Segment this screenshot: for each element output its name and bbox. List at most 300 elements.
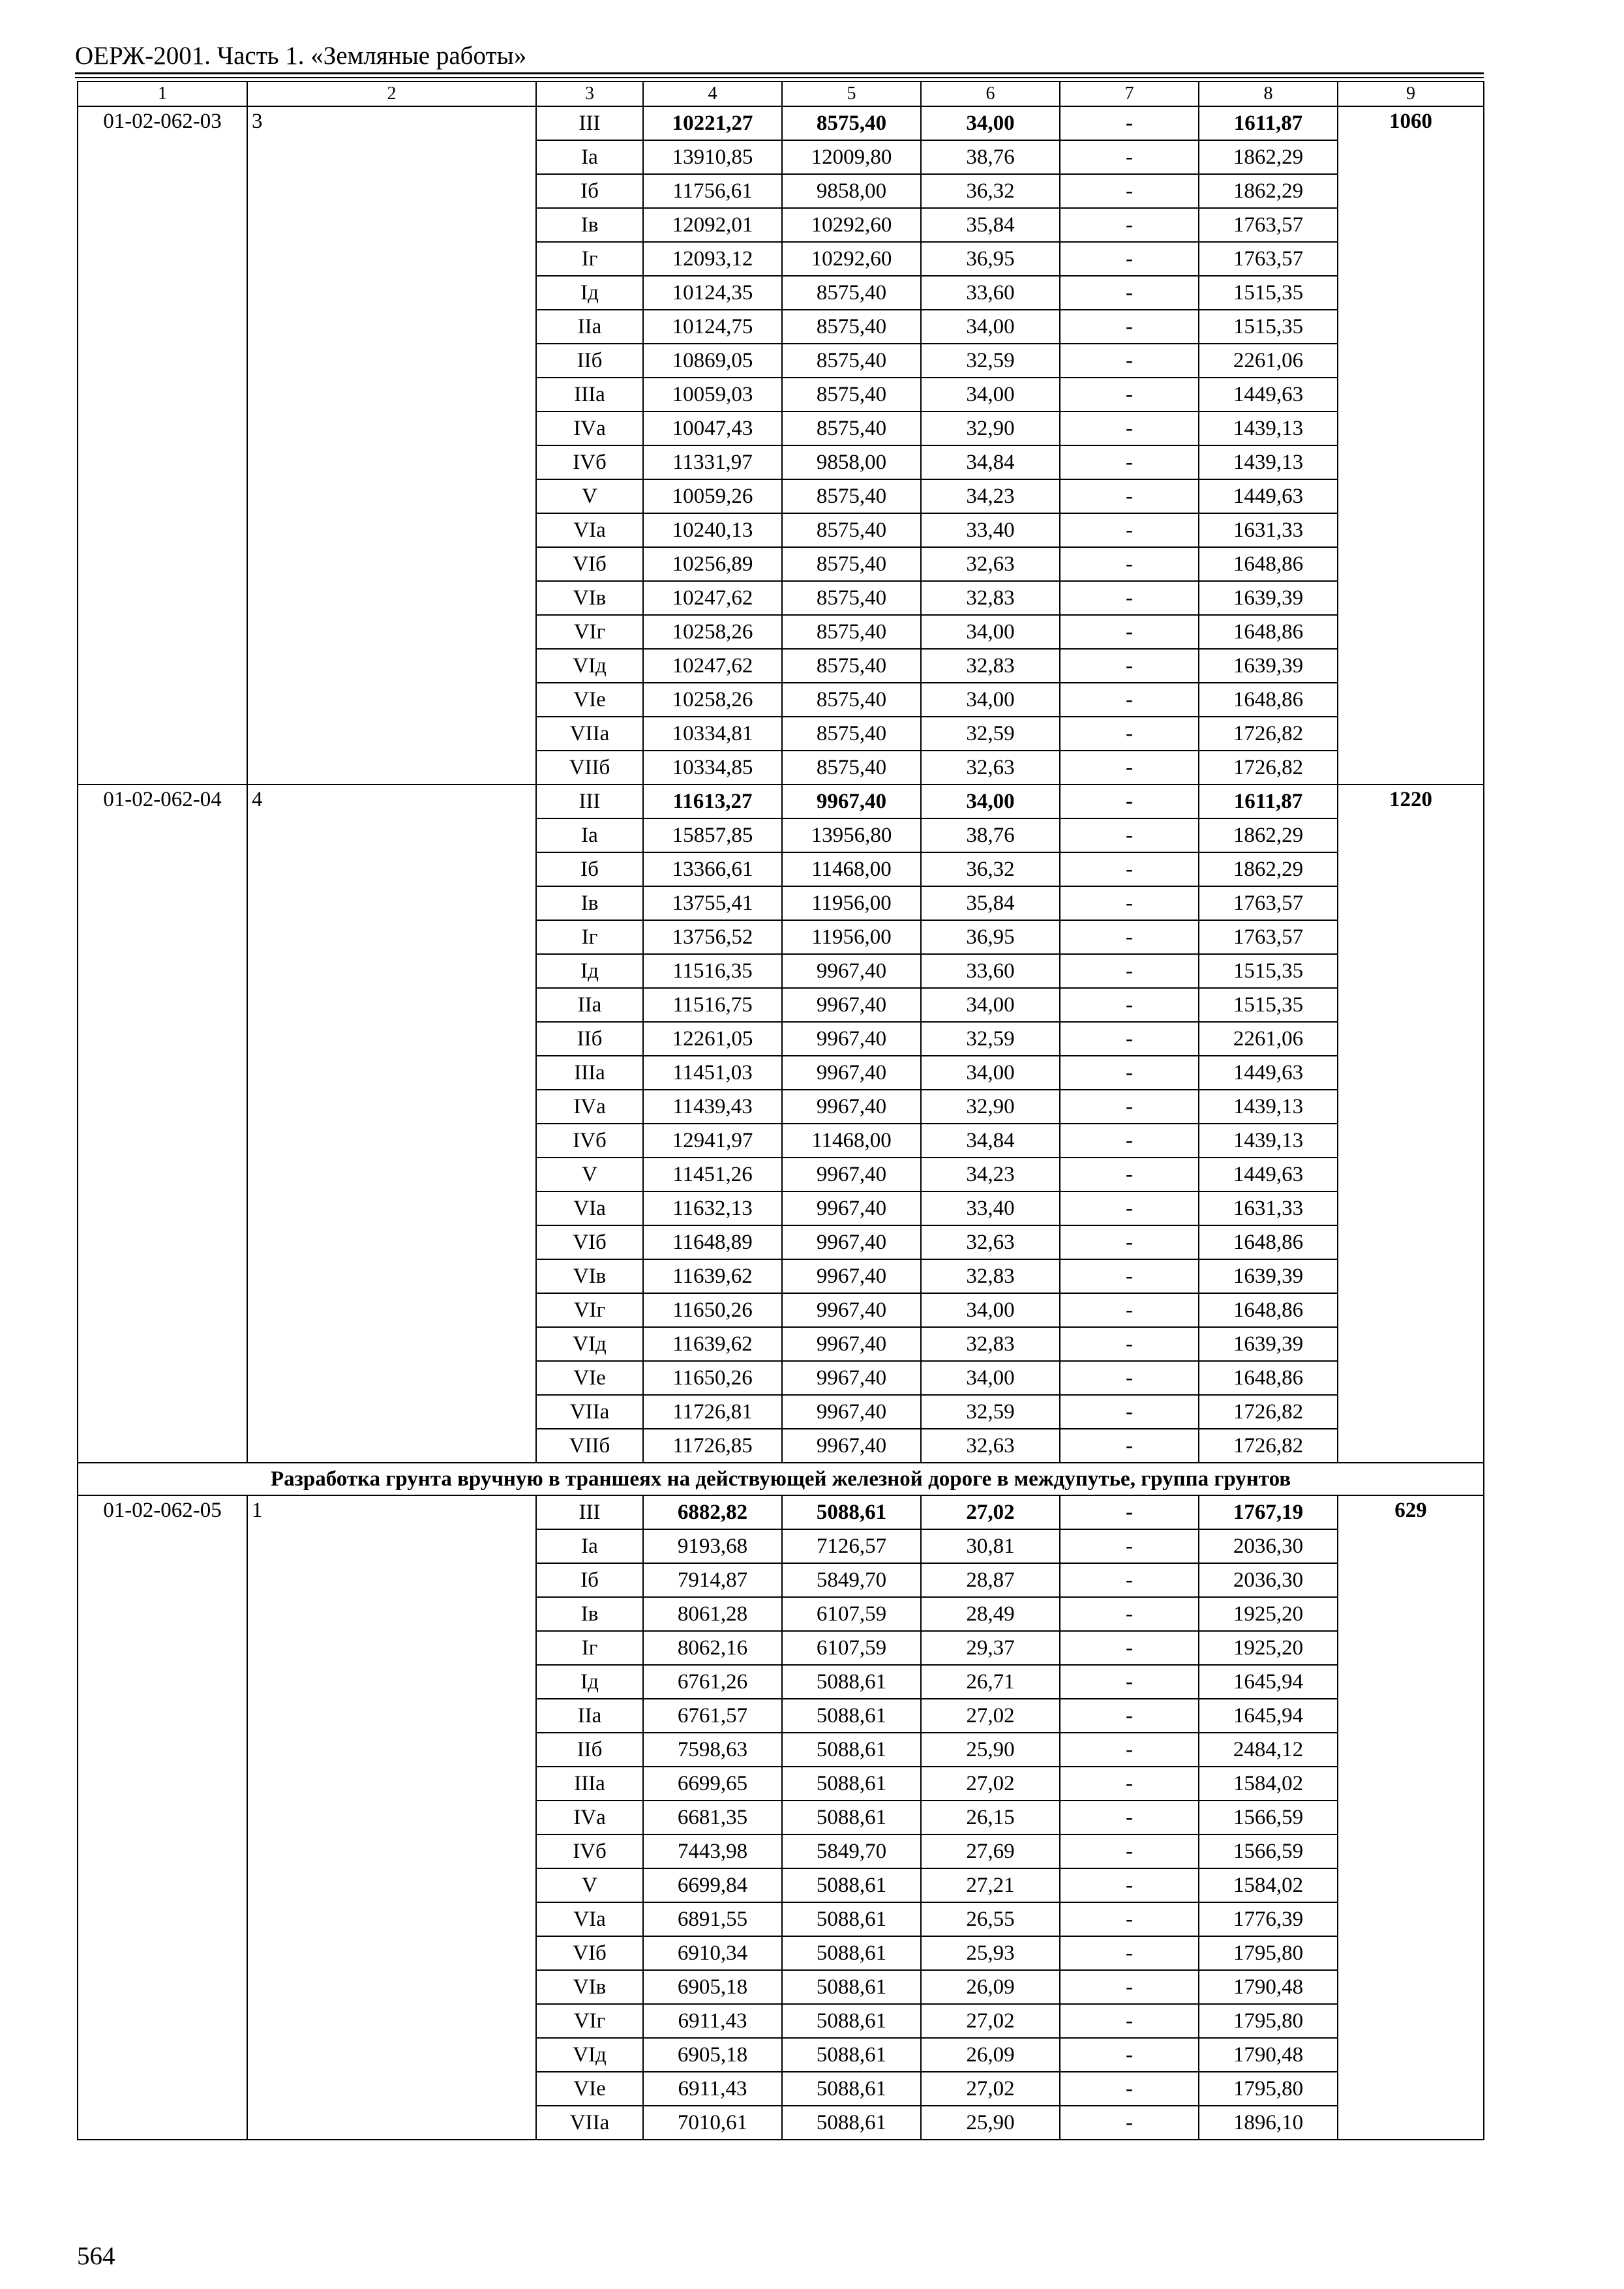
materials-cost-cell: 1763,57	[1199, 886, 1338, 920]
labor-cost-cell: 9967,40	[782, 954, 921, 988]
labor-cost-cell: 9858,00	[782, 445, 921, 479]
total-cost-cell: 13756,52	[643, 920, 782, 954]
total-cost-cell: 10124,35	[643, 276, 782, 310]
labor-cost-cell: 5088,61	[782, 1936, 921, 1970]
materials-cost-cell: 1449,63	[1199, 479, 1338, 513]
total-cost-cell: 11451,26	[643, 1158, 782, 1191]
materials-cost-cell: 1726,82	[1199, 1429, 1338, 1463]
total-cost-cell: 6905,18	[643, 1970, 782, 2004]
total-cost-cell: 10059,03	[643, 378, 782, 411]
driver-wage-cell: -	[1060, 1495, 1199, 1529]
labor-cost-cell: 10292,60	[782, 208, 921, 242]
total-cost-cell: 11726,85	[643, 1429, 782, 1463]
region-cell: VIг	[536, 2004, 643, 2038]
machine-cost-cell: 32,59	[921, 1022, 1060, 1056]
labor-cost-cell: 8575,40	[782, 649, 921, 683]
driver-wage-cell: -	[1060, 1529, 1199, 1563]
driver-wage-cell: -	[1060, 886, 1199, 920]
total-cost-cell: 6681,35	[643, 1801, 782, 1834]
labor-cost-cell: 8575,40	[782, 344, 921, 378]
machine-cost-cell: 33,60	[921, 954, 1060, 988]
labor-cost-cell: 8575,40	[782, 479, 921, 513]
machine-cost-cell: 33,60	[921, 276, 1060, 310]
driver-wage-cell: -	[1060, 1699, 1199, 1733]
materials-cost-cell: 1763,57	[1199, 208, 1338, 242]
total-cost-cell: 10869,05	[643, 344, 782, 378]
labor-cost-cell: 5088,61	[782, 1733, 921, 1767]
region-cell: IIIа	[536, 1767, 643, 1801]
materials-cost-cell: 1631,33	[1199, 513, 1338, 547]
labor-cost-cell: 5088,61	[782, 1970, 921, 2004]
labor-cost-cell: 11956,00	[782, 920, 921, 954]
region-cell: V	[536, 1868, 643, 1902]
driver-wage-cell: -	[1060, 1124, 1199, 1158]
total-cost-cell: 10258,26	[643, 683, 782, 717]
region-cell: IIб	[536, 1022, 643, 1056]
driver-wage-cell: -	[1060, 276, 1199, 310]
driver-wage-cell: -	[1060, 1056, 1199, 1090]
header-rule-top	[75, 72, 1484, 74]
labor-cost-cell: 8575,40	[782, 717, 921, 751]
total-cost-cell: 6761,26	[643, 1665, 782, 1699]
labor-cost-cell: 8575,40	[782, 615, 921, 649]
labor-cost-cell: 5088,61	[782, 1868, 921, 1902]
labor-cost-cell: 9967,40	[782, 1056, 921, 1090]
labor-cost-cell: 5849,70	[782, 1563, 921, 1597]
machine-cost-cell: 30,81	[921, 1529, 1060, 1563]
labor-cost-cell: 7126,57	[782, 1529, 921, 1563]
materials-cost-cell: 1566,59	[1199, 1834, 1338, 1868]
labor-cost-cell: 9967,40	[782, 1293, 921, 1327]
rate-code-cell: 01-02-062-04	[78, 785, 247, 1463]
region-cell: Iв	[536, 1597, 643, 1631]
driver-wage-cell: -	[1060, 615, 1199, 649]
driver-wage-cell: -	[1060, 2072, 1199, 2106]
materials-cost-cell: 1862,29	[1199, 852, 1338, 886]
table-row	[78, 785, 1484, 818]
column-number-cell: 3	[536, 82, 643, 106]
total-cost-cell: 6891,55	[643, 1902, 782, 1936]
region-cell: Iд	[536, 276, 643, 310]
driver-wage-cell: -	[1060, 954, 1199, 988]
labor-cost-cell: 5088,61	[782, 2072, 921, 2106]
total-cost-cell: 8061,28	[643, 1597, 782, 1631]
materials-cost-cell: 1776,39	[1199, 1902, 1338, 1936]
machine-cost-cell: 32,83	[921, 649, 1060, 683]
labor-cost-cell: 8575,40	[782, 683, 921, 717]
region-cell: Iд	[536, 954, 643, 988]
machine-cost-cell: 27,02	[921, 2072, 1060, 2106]
machine-cost-cell: 32,63	[921, 1429, 1060, 1463]
region-cell: IIа	[536, 1699, 643, 1733]
total-cost-cell: 6761,57	[643, 1699, 782, 1733]
column-number-cell: 9	[1338, 82, 1484, 106]
table-row	[78, 106, 1484, 140]
region-cell: III	[536, 1495, 643, 1529]
region-cell: IIб	[536, 1733, 643, 1767]
driver-wage-cell: -	[1060, 242, 1199, 276]
labor-cost-cell: 8575,40	[782, 310, 921, 344]
labor-cost-cell: 8575,40	[782, 751, 921, 785]
labor-cost-cell: 9858,00	[782, 174, 921, 208]
materials-cost-cell: 1515,35	[1199, 310, 1338, 344]
region-cell: Iд	[536, 1665, 643, 1699]
region-cell: IIа	[536, 310, 643, 344]
materials-cost-cell: 1790,48	[1199, 1970, 1338, 2004]
total-cost-cell: 11648,89	[643, 1225, 782, 1259]
machine-cost-cell: 26,15	[921, 1801, 1060, 1834]
driver-wage-cell: -	[1060, 1631, 1199, 1665]
total-cost-cell: 7443,98	[643, 1834, 782, 1868]
driver-wage-cell: -	[1060, 717, 1199, 751]
region-cell: Iа	[536, 818, 643, 852]
machine-cost-cell: 34,84	[921, 1124, 1060, 1158]
region-cell: IVб	[536, 445, 643, 479]
driver-wage-cell: -	[1060, 106, 1199, 140]
total-cost-cell: 13755,41	[643, 886, 782, 920]
header-rule-bottom	[75, 77, 1484, 78]
rates-table	[77, 81, 1484, 2140]
materials-cost-cell: 1439,13	[1199, 445, 1338, 479]
driver-wage-cell: -	[1060, 683, 1199, 717]
labor-hours-cell: 1220	[1338, 785, 1484, 1463]
machine-cost-cell: 26,71	[921, 1665, 1060, 1699]
driver-wage-cell: -	[1060, 920, 1199, 954]
materials-cost-cell: 2261,06	[1199, 1022, 1338, 1056]
labor-cost-cell: 5088,61	[782, 2004, 921, 2038]
total-cost-cell: 10334,81	[643, 717, 782, 751]
total-cost-cell: 11639,62	[643, 1327, 782, 1361]
materials-cost-cell: 1584,02	[1199, 1767, 1338, 1801]
rate-description-cell: 3	[247, 106, 536, 785]
total-cost-cell: 11756,61	[643, 174, 782, 208]
total-cost-cell: 10247,62	[643, 649, 782, 683]
machine-cost-cell: 36,32	[921, 174, 1060, 208]
driver-wage-cell: -	[1060, 818, 1199, 852]
driver-wage-cell: -	[1060, 1733, 1199, 1767]
materials-cost-cell: 1611,87	[1199, 106, 1338, 140]
region-cell: VIе	[536, 683, 643, 717]
total-cost-cell: 6699,84	[643, 1868, 782, 1902]
labor-cost-cell: 9967,40	[782, 1361, 921, 1395]
machine-cost-cell: 27,02	[921, 1699, 1060, 1733]
driver-wage-cell: -	[1060, 1090, 1199, 1124]
materials-cost-cell: 1795,80	[1199, 1936, 1338, 1970]
driver-wage-cell: -	[1060, 1834, 1199, 1868]
driver-wage-cell: -	[1060, 310, 1199, 344]
machine-cost-cell: 32,59	[921, 344, 1060, 378]
materials-cost-cell: 1639,39	[1199, 581, 1338, 615]
region-cell: Iб	[536, 174, 643, 208]
machine-cost-cell: 34,00	[921, 1293, 1060, 1327]
labor-cost-cell: 5088,61	[782, 2038, 921, 2072]
labor-cost-cell: 5088,61	[782, 1902, 921, 1936]
section-row	[78, 1463, 1484, 1495]
labor-cost-cell: 9967,40	[782, 1395, 921, 1429]
driver-wage-cell: -	[1060, 208, 1199, 242]
machine-cost-cell: 26,55	[921, 1902, 1060, 1936]
labor-cost-cell: 9967,40	[782, 1259, 921, 1293]
materials-cost-cell: 1648,86	[1199, 615, 1338, 649]
region-cell: IIа	[536, 988, 643, 1022]
driver-wage-cell: -	[1060, 1225, 1199, 1259]
region-cell: Iв	[536, 886, 643, 920]
materials-cost-cell: 1648,86	[1199, 547, 1338, 581]
labor-hours-cell: 629	[1338, 1495, 1484, 2140]
machine-cost-cell: 33,40	[921, 1191, 1060, 1225]
labor-hours-cell: 1060	[1338, 106, 1484, 785]
machine-cost-cell: 32,90	[921, 411, 1060, 445]
region-cell: VIв	[536, 1970, 643, 2004]
region-cell: VIб	[536, 1225, 643, 1259]
labor-cost-cell: 6107,59	[782, 1631, 921, 1665]
driver-wage-cell: -	[1060, 479, 1199, 513]
total-cost-cell: 7914,87	[643, 1563, 782, 1597]
driver-wage-cell: -	[1060, 1767, 1199, 1801]
machine-cost-cell: 35,84	[921, 208, 1060, 242]
driver-wage-cell: -	[1060, 988, 1199, 1022]
region-cell: VIд	[536, 2038, 643, 2072]
labor-cost-cell: 5088,61	[782, 1767, 921, 1801]
region-cell: VIг	[536, 1293, 643, 1327]
driver-wage-cell: -	[1060, 2038, 1199, 2072]
total-cost-cell: 12092,01	[643, 208, 782, 242]
machine-cost-cell: 34,00	[921, 785, 1060, 818]
materials-cost-cell: 1795,80	[1199, 2072, 1338, 2106]
machine-cost-cell: 34,00	[921, 310, 1060, 344]
machine-cost-cell: 33,40	[921, 513, 1060, 547]
machine-cost-cell: 34,23	[921, 1158, 1060, 1191]
column-number-row	[78, 82, 1484, 106]
region-cell: VIе	[536, 2072, 643, 2106]
driver-wage-cell: -	[1060, 1429, 1199, 1463]
region-cell: VIв	[536, 581, 643, 615]
total-cost-cell: 10059,26	[643, 479, 782, 513]
total-cost-cell: 11331,97	[643, 445, 782, 479]
labor-cost-cell: 9967,40	[782, 1090, 921, 1124]
labor-cost-cell: 8575,40	[782, 378, 921, 411]
materials-cost-cell: 1566,59	[1199, 1801, 1338, 1834]
materials-cost-cell: 1611,87	[1199, 785, 1338, 818]
machine-cost-cell: 34,00	[921, 1361, 1060, 1395]
labor-cost-cell: 9967,40	[782, 1225, 921, 1259]
machine-cost-cell: 29,37	[921, 1631, 1060, 1665]
machine-cost-cell: 36,95	[921, 920, 1060, 954]
region-cell: III	[536, 106, 643, 140]
machine-cost-cell: 36,32	[921, 852, 1060, 886]
materials-cost-cell: 1439,13	[1199, 411, 1338, 445]
column-number-cell: 2	[247, 82, 536, 106]
column-number-cell: 4	[643, 82, 782, 106]
total-cost-cell: 6905,18	[643, 2038, 782, 2072]
labor-cost-cell: 8575,40	[782, 411, 921, 445]
driver-wage-cell: -	[1060, 344, 1199, 378]
total-cost-cell: 6699,65	[643, 1767, 782, 1801]
driver-wage-cell: -	[1060, 1158, 1199, 1191]
labor-cost-cell: 8575,40	[782, 547, 921, 581]
driver-wage-cell: -	[1060, 1563, 1199, 1597]
total-cost-cell: 11650,26	[643, 1361, 782, 1395]
materials-cost-cell: 2036,30	[1199, 1529, 1338, 1563]
total-cost-cell: 10334,85	[643, 751, 782, 785]
materials-cost-cell: 1631,33	[1199, 1191, 1338, 1225]
machine-cost-cell: 32,59	[921, 717, 1060, 751]
driver-wage-cell: -	[1060, 174, 1199, 208]
driver-wage-cell: -	[1060, 1902, 1199, 1936]
rate-description-cell: 1	[247, 1495, 536, 2140]
labor-cost-cell: 9967,40	[782, 1191, 921, 1225]
materials-cost-cell: 1648,86	[1199, 683, 1338, 717]
machine-cost-cell: 26,09	[921, 1970, 1060, 2004]
labor-cost-cell: 8575,40	[782, 513, 921, 547]
driver-wage-cell: -	[1060, 1293, 1199, 1327]
labor-cost-cell: 8575,40	[782, 581, 921, 615]
materials-cost-cell: 2036,30	[1199, 1563, 1338, 1597]
machine-cost-cell: 32,63	[921, 751, 1060, 785]
total-cost-cell: 9193,68	[643, 1529, 782, 1563]
total-cost-cell: 11632,13	[643, 1191, 782, 1225]
machine-cost-cell: 25,90	[921, 2106, 1060, 2140]
driver-wage-cell: -	[1060, 513, 1199, 547]
labor-cost-cell: 10292,60	[782, 242, 921, 276]
region-cell: VIб	[536, 547, 643, 581]
machine-cost-cell: 27,69	[921, 1834, 1060, 1868]
region-cell: VIв	[536, 1259, 643, 1293]
region-cell: IIIа	[536, 378, 643, 411]
machine-cost-cell: 34,00	[921, 1056, 1060, 1090]
driver-wage-cell: -	[1060, 1868, 1199, 1902]
labor-cost-cell: 5088,61	[782, 1495, 921, 1529]
materials-cost-cell: 2484,12	[1199, 1733, 1338, 1767]
total-cost-cell: 13366,61	[643, 852, 782, 886]
materials-cost-cell: 1645,94	[1199, 1665, 1338, 1699]
region-cell: Iб	[536, 852, 643, 886]
driver-wage-cell: -	[1060, 411, 1199, 445]
labor-cost-cell: 8575,40	[782, 276, 921, 310]
materials-cost-cell: 1639,39	[1199, 1259, 1338, 1293]
driver-wage-cell: -	[1060, 445, 1199, 479]
total-cost-cell: 12261,05	[643, 1022, 782, 1056]
materials-cost-cell: 1763,57	[1199, 920, 1338, 954]
total-cost-cell: 11451,03	[643, 1056, 782, 1090]
region-cell: VIг	[536, 615, 643, 649]
region-cell: Iг	[536, 242, 643, 276]
total-cost-cell: 11516,35	[643, 954, 782, 988]
section-title: Разработка грунта вручную в траншеях на действующей железной дороге в междупутье, группа грунтов	[78, 1463, 1484, 1495]
labor-cost-cell: 9967,40	[782, 785, 921, 818]
region-cell: VIа	[536, 1902, 643, 1936]
machine-cost-cell: 34,00	[921, 615, 1060, 649]
machine-cost-cell: 34,00	[921, 988, 1060, 1022]
materials-cost-cell: 1584,02	[1199, 1868, 1338, 1902]
machine-cost-cell: 28,87	[921, 1563, 1060, 1597]
driver-wage-cell: -	[1060, 785, 1199, 818]
machine-cost-cell: 27,02	[921, 1495, 1060, 1529]
labor-cost-cell: 5849,70	[782, 1834, 921, 1868]
region-cell: III	[536, 785, 643, 818]
total-cost-cell: 7010,61	[643, 2106, 782, 2140]
machine-cost-cell: 34,00	[921, 106, 1060, 140]
rates-table-body	[78, 82, 1484, 2140]
driver-wage-cell: -	[1060, 1970, 1199, 2004]
materials-cost-cell: 1896,10	[1199, 2106, 1338, 2140]
machine-cost-cell: 28,49	[921, 1597, 1060, 1631]
total-cost-cell: 11613,27	[643, 785, 782, 818]
total-cost-cell: 15857,85	[643, 818, 782, 852]
machine-cost-cell: 27,02	[921, 2004, 1060, 2038]
machine-cost-cell: 36,95	[921, 242, 1060, 276]
total-cost-cell: 10258,26	[643, 615, 782, 649]
region-cell: IIб	[536, 344, 643, 378]
materials-cost-cell: 1648,86	[1199, 1293, 1338, 1327]
total-cost-cell: 13910,85	[643, 140, 782, 174]
labor-cost-cell: 9967,40	[782, 1429, 921, 1463]
machine-cost-cell: 32,83	[921, 1259, 1060, 1293]
materials-cost-cell: 1726,82	[1199, 717, 1338, 751]
region-cell: VIIа	[536, 2106, 643, 2140]
region-cell: Iб	[536, 1563, 643, 1597]
driver-wage-cell: -	[1060, 1191, 1199, 1225]
total-cost-cell: 6911,43	[643, 2072, 782, 2106]
driver-wage-cell: -	[1060, 581, 1199, 615]
column-number-cell: 1	[78, 82, 247, 106]
machine-cost-cell: 32,90	[921, 1090, 1060, 1124]
region-cell: Iа	[536, 1529, 643, 1563]
materials-cost-cell: 1639,39	[1199, 649, 1338, 683]
region-cell: IVб	[536, 1834, 643, 1868]
total-cost-cell: 10221,27	[643, 106, 782, 140]
total-cost-cell: 10247,62	[643, 581, 782, 615]
driver-wage-cell: -	[1060, 1665, 1199, 1699]
machine-cost-cell: 25,90	[921, 1733, 1060, 1767]
region-cell: V	[536, 1158, 643, 1191]
materials-cost-cell: 1515,35	[1199, 954, 1338, 988]
region-cell: VIа	[536, 1191, 643, 1225]
column-number-cell: 8	[1199, 82, 1338, 106]
total-cost-cell: 8062,16	[643, 1631, 782, 1665]
machine-cost-cell: 38,76	[921, 140, 1060, 174]
total-cost-cell: 11726,81	[643, 1395, 782, 1429]
page-number: 564	[77, 2242, 115, 2270]
materials-cost-cell: 1515,35	[1199, 988, 1338, 1022]
labor-cost-cell: 9967,40	[782, 1158, 921, 1191]
machine-cost-cell: 38,76	[921, 818, 1060, 852]
materials-cost-cell: 1449,63	[1199, 1158, 1338, 1191]
rate-description-cell: 4	[247, 785, 536, 1463]
total-cost-cell: 10256,89	[643, 547, 782, 581]
driver-wage-cell: -	[1060, 2106, 1199, 2140]
machine-cost-cell: 35,84	[921, 886, 1060, 920]
driver-wage-cell: -	[1060, 2004, 1199, 2038]
region-cell: IVа	[536, 411, 643, 445]
materials-cost-cell: 1763,57	[1199, 242, 1338, 276]
materials-cost-cell: 1790,48	[1199, 2038, 1338, 2072]
region-cell: IVа	[536, 1090, 643, 1124]
total-cost-cell: 10047,43	[643, 411, 782, 445]
machine-cost-cell: 34,00	[921, 683, 1060, 717]
total-cost-cell: 6910,34	[643, 1936, 782, 1970]
labor-cost-cell: 6107,59	[782, 1597, 921, 1631]
region-cell: IVб	[536, 1124, 643, 1158]
labor-cost-cell: 11468,00	[782, 852, 921, 886]
machine-cost-cell: 34,23	[921, 479, 1060, 513]
driver-wage-cell: -	[1060, 1022, 1199, 1056]
region-cell: VIIа	[536, 1395, 643, 1429]
region-cell: VIд	[536, 649, 643, 683]
materials-cost-cell: 1767,19	[1199, 1495, 1338, 1529]
labor-cost-cell: 9967,40	[782, 988, 921, 1022]
region-cell: VIд	[536, 1327, 643, 1361]
